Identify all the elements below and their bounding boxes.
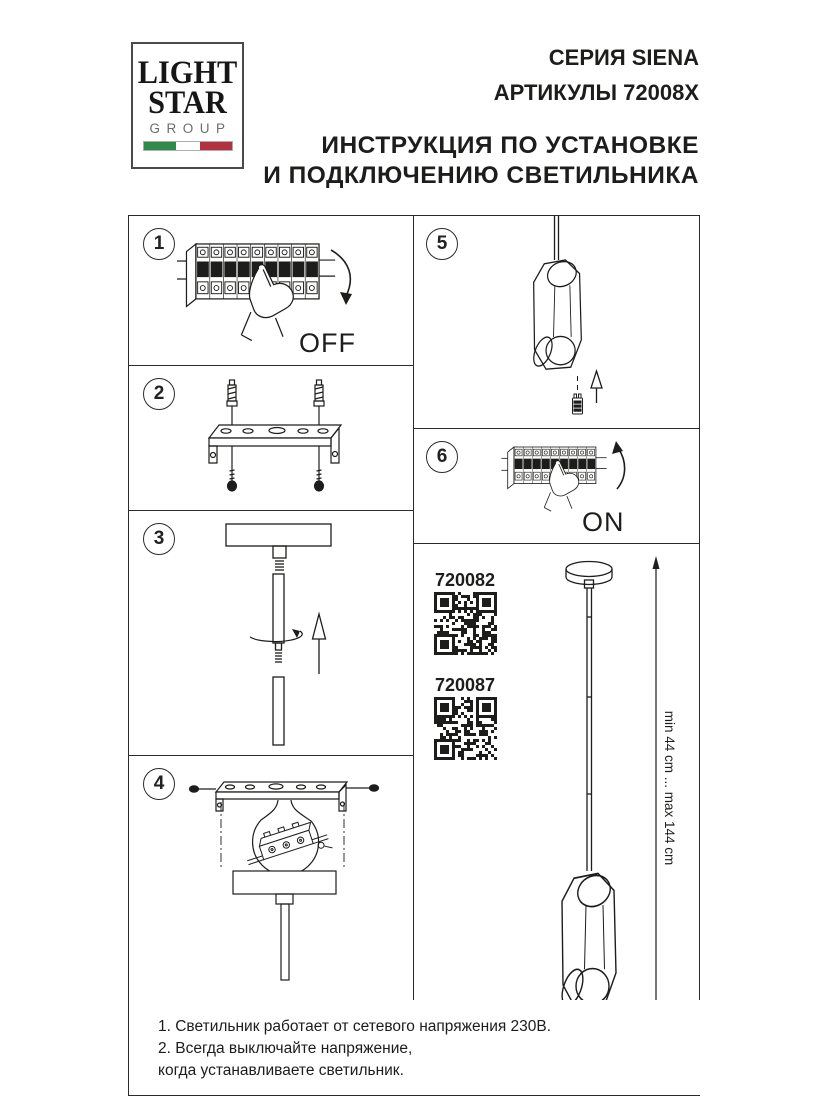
- on-label: ON: [582, 507, 625, 537]
- bulb-icon: [573, 394, 583, 414]
- pendant-lamp-drawing: [558, 562, 616, 1010]
- circuit-breaker-drawing: [501, 447, 606, 511]
- header-titles: [263, 45, 699, 190]
- step-2-badge: 2: [143, 378, 175, 410]
- off-label: OFF: [299, 328, 356, 358]
- article-number-1: 720082: [435, 570, 496, 590]
- articles-title: АРТИКУЛЫ 72008X: [493, 80, 699, 105]
- instruction-title-line2: И ПОДКЛЮЧЕНИЮ СВЕТИЛЬНИКА: [263, 162, 699, 189]
- side-screw-left: [190, 786, 217, 792]
- logo-word-group: GROUP: [149, 121, 232, 136]
- mounting-bracket-drawing: [209, 380, 341, 491]
- side-screw-right: [346, 785, 379, 791]
- italian-flag-stripe: [143, 141, 233, 151]
- instruction-title-line1: ИНСТРУКЦИЯ ПО УСТАНОВКЕ: [321, 132, 699, 159]
- step-3-panel: [128, 510, 414, 756]
- arrow-up-icon: [612, 441, 625, 489]
- step-4-badge: 4: [143, 768, 175, 800]
- qr-code-720087: [434, 697, 497, 760]
- series-title: СЕРИЯ SIENA: [548, 45, 699, 70]
- step-1-panel: [128, 215, 414, 366]
- height-dimension-label: min 44 cm ... max 144 cm: [662, 710, 677, 866]
- arrow-up-icon: [313, 614, 326, 674]
- step-2-panel: [128, 365, 414, 511]
- pendant-shade-drawing: [530, 216, 602, 414]
- wiring-drawing: [190, 782, 379, 980]
- step-4-panel: [128, 755, 414, 1001]
- footnotes: [128, 1000, 700, 1096]
- logo-word-light: LIGHT: [137, 55, 238, 91]
- rod-assembly-drawing: [226, 524, 331, 745]
- lightstar-logo: [131, 42, 244, 169]
- step-1-badge: 1: [143, 228, 175, 260]
- article-number-2: 720087: [435, 675, 496, 695]
- logo-word-star: STAR: [148, 85, 227, 121]
- height-dimension: [653, 556, 660, 1020]
- terminal-block-drawing: [241, 815, 333, 875]
- rotate-arrow-icon: [250, 629, 302, 642]
- qr-code-720082: [434, 592, 497, 655]
- note-line-1: 1. Светильник работает от сетевого напряжения 230В.: [158, 1018, 552, 1035]
- note-line-2: 2. Всегда выключайте напряжение,: [158, 1040, 413, 1057]
- step-6-illustration: [414, 429, 699, 543]
- step-3-badge: 3: [143, 523, 175, 555]
- arrow-down-icon: [331, 250, 352, 305]
- step-5-badge: 5: [426, 228, 458, 260]
- step-5-panel: [413, 215, 700, 429]
- note-line-3: когда устанавливаете светильник.: [158, 1062, 404, 1079]
- circuit-breaker-drawing: [177, 244, 335, 341]
- arrow-up-icon: [591, 371, 602, 403]
- step-6-badge: 6: [426, 441, 458, 473]
- step-6-panel: [413, 428, 700, 544]
